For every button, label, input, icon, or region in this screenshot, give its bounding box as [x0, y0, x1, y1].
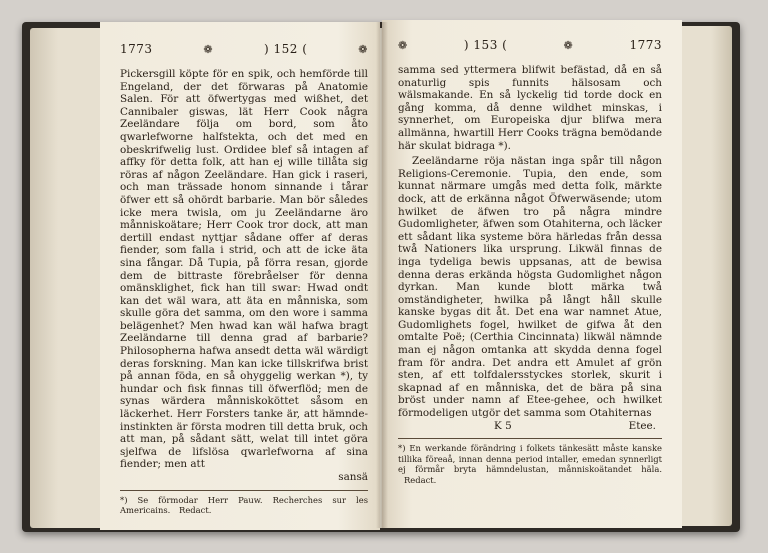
footnote-rule: [398, 438, 662, 439]
right-footnote-editor: Redact.: [404, 475, 437, 485]
ornament-icon: ❁: [358, 42, 368, 56]
left-paragraph: Pickersgill köpte för en spik, och hemförde till Engeland, der det förwaras på Anatomie Salen. För att öfwertygas med wißhet, det Cannibaler giswas, lät Herr Cook några Zeeländare följa om bord, som åto qwarlefworne halfstekta, och det med en obeskrifwelig lust. Ordidee blef så intagen af affky för detta folk, att han ej wille tillåta sig röras af någon Zeeländare. Han gick i raseri, och man trässade honom sinnande i tårar öfwer ett så ohördt barbarie. Man bör således icke mera twisla, om ju Zeeländarne äro månniskoätare; Herr Cook tror dock, att man dertill endast nyttjar sådane offer af deras fiender, som falla i strid, och att de icke äta sina fångar. Då Tupia, på förra resan, gjorde dem de bittraste förebråelser för denna omänsklighet, fick han till swar: Hwad ondt kan det wäl wara, att äta en månniska, som skulle göra det samma, om den wore i samma belägenhet? Men hwad kan wäl hafwa bragt Zeeländarne till denna grad af barbarie? Philosopherna hafwa ansedt detta wäl wärdigt deras forskning. Man kan icke tillskrifwa brist på annan föda, en så ohyggelig werkan *), ty hundar och fisk finnas till öfwerflöd; men de synas wärdera månniskoköttet såsom en läckerhet. Herr Forsters tanke är, att hämnde-instinkten är första modren till detta bruk, och att man, på sådant sätt, welat till intet göra sjelfwa de lifslösa qwarlefworna af sina fiender; men att: [120, 68, 368, 471]
book-gutter: [376, 22, 388, 528]
left-page-number: ) 152 (: [263, 42, 308, 56]
right-year: 1773: [629, 38, 662, 52]
right-page-number: ) 153 (: [463, 38, 508, 52]
right-paragraph: Zeeländarne röja nästan inga spår till någon Religions-Ceremonie. Tupia, den ende, som kunnat närmare umgås med detta folk, märkte dock, att de erkänna något Öfwerwäsende; utom hwilket de äfwen tro på några mindre Gudomligheter, äfwen som Otahiterna, och läcker ett sådant lika systeme böra härledas från dessa twå Nationers lika ursprung. Likwäl finnas de inga tydeliga bewis uppsanas, att de bewisa denna deras erkända högsta Gudomlighet någon dyrkan. Man kunde blott märka twå omständigheter, hwilka på långt håll skulle kanske bygas dit åt. Det ena war namnet Atue, Gudomlighets fogel, hwilket de gifwa åt den omtalte Poë; (Certhia Cincinnata) likwäl nämnde man ej någon omtanka att skydda denna fogel fram för andra. Det andra ett Amulet af grön sten, af ett tolfdalersstyckes storlek, skurit i skapnad af en månniska, det de bära på sina bröst under namn af Etee-gehee, och hwilket förmodeligen utgör det samma som Otahiternas: [398, 155, 662, 420]
left-catchword: sansä: [338, 471, 368, 483]
left-footnote-text: *) Se förmodar Herr Pauw. Recherches sur les Americains.: [120, 494, 368, 516]
left-page-body: [120, 68, 368, 471]
right-paragraph: samma sed yttermera blifwit befästad, då en så onaturlig spis funnits hälsosam och wälsmakande. En så lyckelig tid torde dock en gång komma, då denne wildhet minskas, i synnerhet, om Europeiska djur blifwa mera allmänna, hwartill Herr Cooks trägna bemödande här skulat bidraga *).: [398, 64, 662, 152]
left-page-header: [120, 40, 368, 58]
right-footnote: [398, 443, 662, 485]
ornament-icon: ❁: [203, 42, 214, 56]
footnote-rule: [120, 490, 368, 491]
right-catchword: Etee.: [628, 419, 656, 432]
left-page: [100, 22, 380, 530]
left-year: 1773: [120, 42, 153, 56]
ornament-icon: ❁: [563, 38, 574, 52]
left-footnote: [120, 495, 368, 516]
right-footnote-text: *) En werkande förändring i folkets tänkesätt måste kanske tillika föreaå, innan denna period intaller, emedan synnerligt ej förmår bryta hämndelustan, månniskoätandet häla.: [398, 443, 662, 475]
left-footnote-editor: Redact.: [179, 505, 212, 516]
right-page-body: [398, 64, 662, 420]
right-page: [382, 20, 682, 528]
right-page-header: [398, 36, 662, 54]
signature-mark: K 5: [494, 419, 512, 432]
signature-line: [398, 420, 662, 433]
ornament-icon: ❁: [398, 38, 408, 52]
